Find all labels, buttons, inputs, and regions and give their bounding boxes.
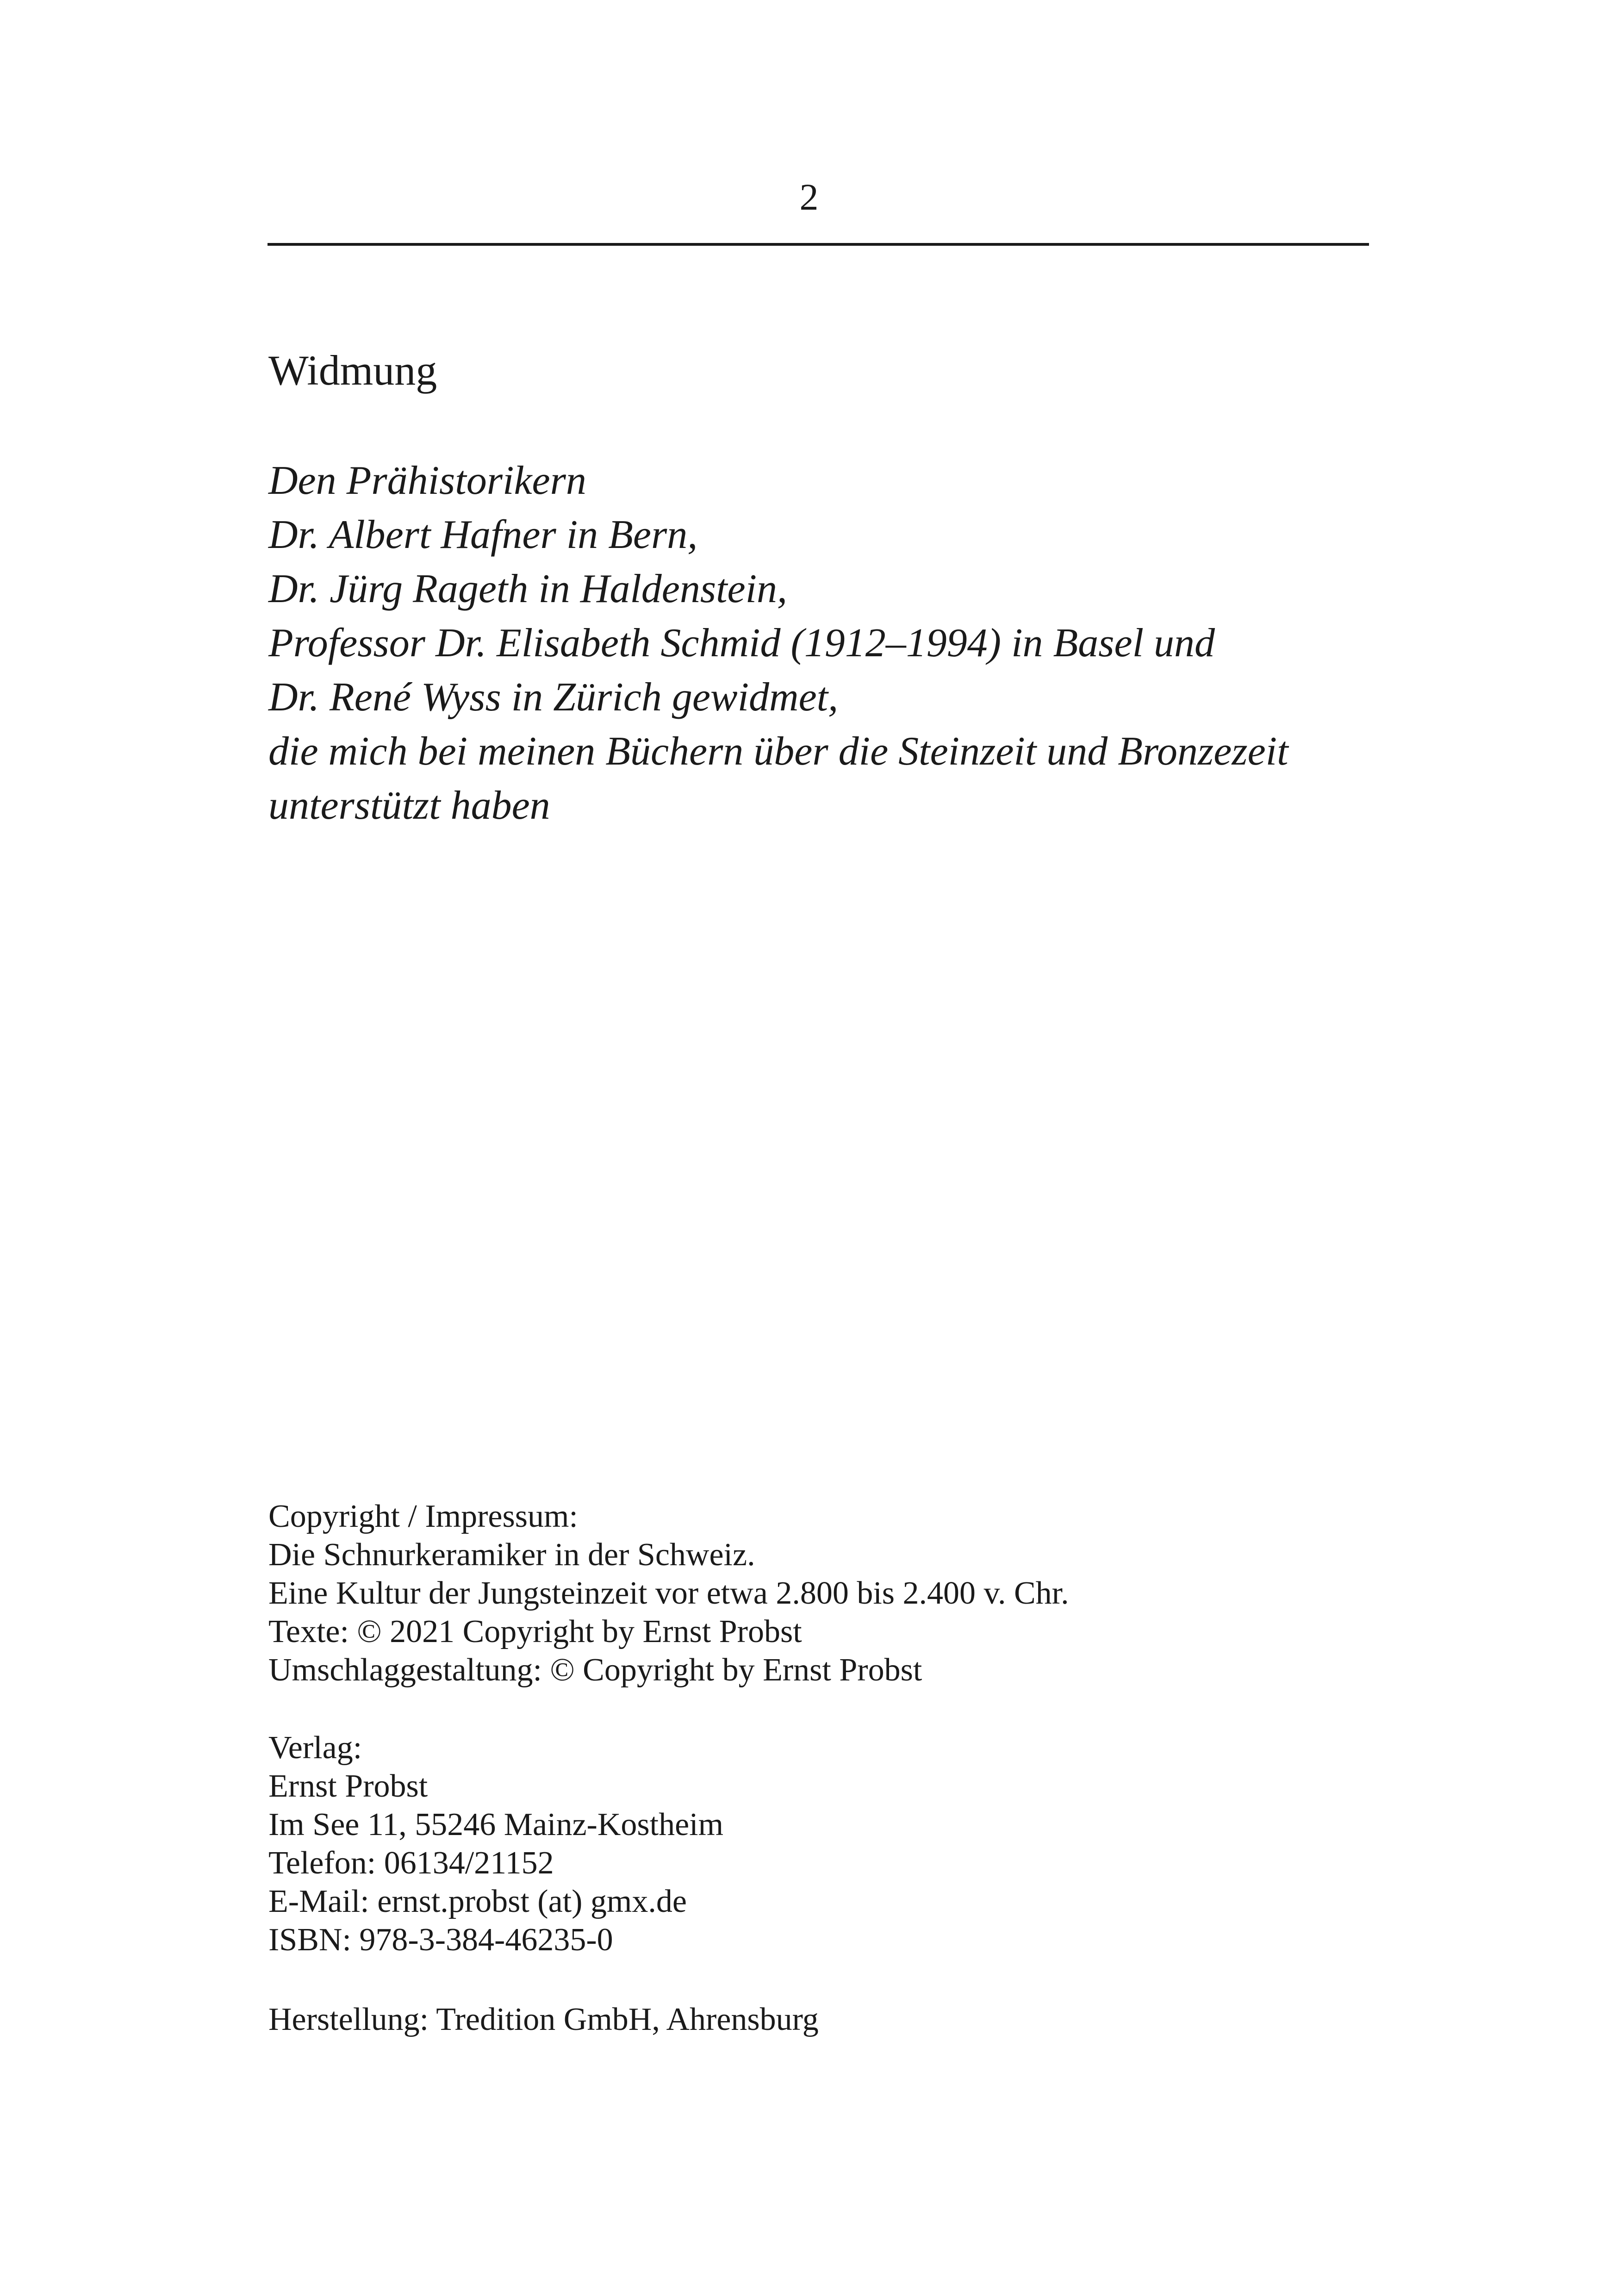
publisher-line: Im See 11, 55246 Mainz-Kostheim [268,1807,724,1842]
production-block [268,2000,819,2039]
publisher-line: E-Mail: ernst.probst (at) gmx.de [268,1884,687,1919]
page-number: 2 [799,176,819,218]
publisher-line: ISBN: 978-3-384-46235-0 [268,1922,613,1958]
copyright-line: Die Schnurkeramiker in der Schweiz. [268,1537,755,1573]
dedication-line: Den Prähistorikern [268,458,586,503]
copyright-line: Eine Kultur der Jungsteinzeit vor etwa 2.800 bis 2.400 v. Chr. [268,1575,1069,1611]
copyright-line: Texte: © 2021 Copyright by Ernst Probst [268,1614,802,1649]
production-line: Herstellung: Tredition GmbH, Ahrensburg [268,2002,819,2037]
publisher-line: Telefon: 06134/21152 [268,1845,554,1881]
dedication-line: unterstützt haben [268,783,550,828]
dedication-text [268,454,1288,833]
header-rule [268,243,1369,246]
dedication-line: Dr. Jürg Rageth in Haldenstein, [268,566,788,611]
dedication-heading: Widmung [268,347,437,394]
copyright-line: Umschlaggestaltung: © Copyright by Ernst Probst [268,1652,922,1688]
dedication-line: Professor Dr. Elisabeth Schmid (1912–1994) in Basel und [268,621,1215,666]
copyright-block [268,1497,1069,1689]
publisher-line: Verlag: [268,1730,362,1766]
publisher-block [268,1729,723,1959]
dedication-line: die mich bei meinen Büchern über die Steinzeit und Bronzezeit [268,729,1288,774]
copyright-line: Copyright / Impressum: [268,1499,578,1534]
publisher-line: Ernst Probst [268,1768,428,1804]
dedication-line: Dr. René Wyss in Zürich gewidmet, [268,675,839,720]
dedication-line: Dr. Albert Hafner in Bern, [268,512,698,557]
